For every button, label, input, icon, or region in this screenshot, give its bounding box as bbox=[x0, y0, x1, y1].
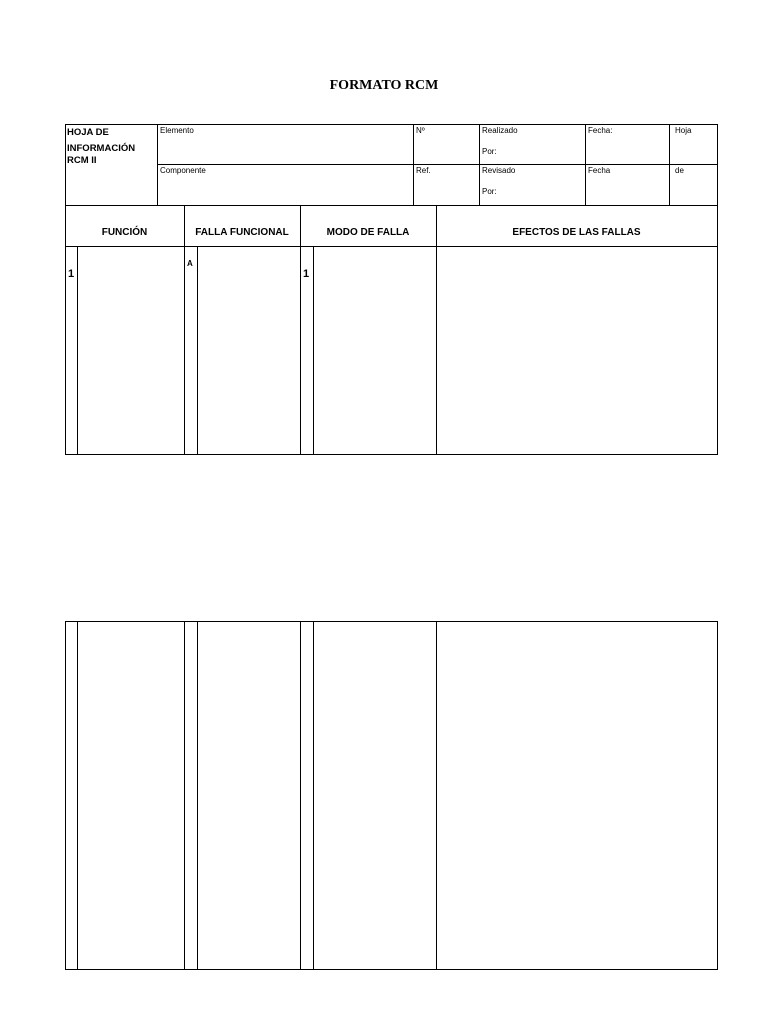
sub-column-divider bbox=[77, 246, 78, 455]
table2-left-border bbox=[65, 621, 66, 970]
info-col-divider bbox=[669, 124, 670, 206]
funcion-header: FUNCIÓN bbox=[101, 227, 148, 238]
header-bottom-divider bbox=[65, 246, 718, 247]
table-bottom-border bbox=[65, 454, 718, 455]
table2-top-border bbox=[65, 621, 718, 622]
table2-column-divider bbox=[436, 621, 437, 970]
info-col-divider bbox=[479, 124, 480, 206]
modo-de-falla-header: MODO DE FALLA bbox=[326, 227, 410, 238]
column-divider bbox=[300, 205, 301, 455]
realizado-label: Realizado bbox=[482, 126, 518, 135]
ref-label: Ref. bbox=[416, 166, 431, 175]
sheet-title bbox=[67, 125, 135, 169]
sheet-title-line: INFORMACIÓN bbox=[67, 143, 136, 154]
info-mid-divider bbox=[157, 164, 718, 165]
table2-column-divider bbox=[313, 621, 314, 970]
table2-bottom-border bbox=[65, 969, 718, 970]
falla-funcional-header: FALLA FUNCIONAL bbox=[195, 227, 289, 238]
table-left-border bbox=[65, 124, 66, 455]
fecha-label: Fecha: bbox=[588, 126, 613, 135]
info-col-divider bbox=[413, 124, 414, 206]
hoja-label: Hoja bbox=[675, 126, 692, 135]
componente-label: Componente bbox=[160, 166, 206, 175]
column-divider bbox=[436, 205, 437, 455]
page-title: FORMATO RCM bbox=[329, 78, 439, 93]
column-divider bbox=[184, 205, 185, 455]
table2-column-divider bbox=[300, 621, 301, 970]
table-right-border bbox=[717, 124, 718, 455]
numero-label: Nº bbox=[416, 126, 425, 135]
table2-column-divider bbox=[197, 621, 198, 970]
table-top-border bbox=[65, 124, 718, 125]
fecha-revision-label: Fecha bbox=[588, 166, 611, 175]
table2-column-divider bbox=[77, 621, 78, 970]
revisado-por-label: Por: bbox=[482, 187, 497, 196]
sheet-title-line: HOJA DE bbox=[67, 127, 109, 138]
sub-column-divider bbox=[197, 246, 198, 455]
falla-letter: A bbox=[187, 259, 193, 268]
sub-column-divider bbox=[313, 246, 314, 455]
revisado-label: Revisado bbox=[482, 166, 516, 175]
info-col-divider bbox=[585, 124, 586, 206]
table2-right-border bbox=[717, 621, 718, 970]
realizado-por-label: Por: bbox=[482, 147, 497, 156]
info-col-divider bbox=[157, 124, 158, 206]
funcion-number: 1 bbox=[68, 268, 75, 280]
elemento-label: Elemento bbox=[160, 126, 194, 135]
info-bottom-divider bbox=[65, 205, 718, 206]
modo-number: 1 bbox=[303, 268, 310, 280]
efectos-header: EFECTOS DE LAS FALLAS bbox=[512, 227, 641, 238]
sheet-title-line: RCM II bbox=[67, 155, 97, 166]
de-label: de bbox=[675, 166, 684, 175]
table2-column-divider bbox=[184, 621, 185, 970]
